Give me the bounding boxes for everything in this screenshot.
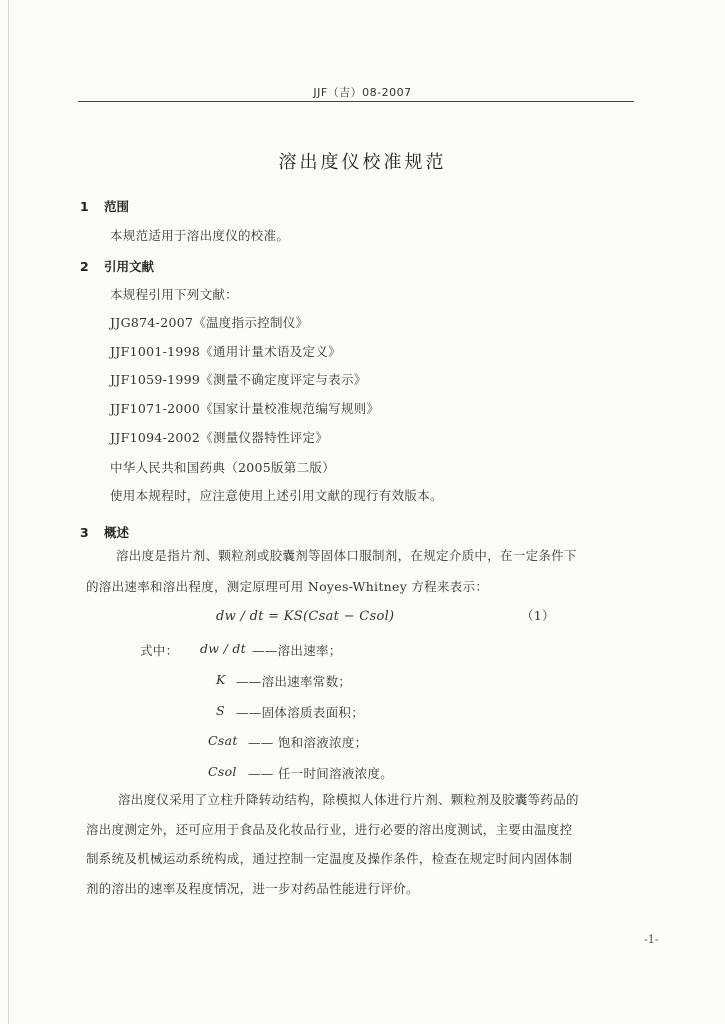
section-3-title: 概述 bbox=[104, 525, 130, 540]
page-header: JJF（吉）08-2007 bbox=[313, 86, 412, 99]
section-1-heading bbox=[80, 197, 129, 215]
section-3-number: 3 bbox=[80, 525, 89, 540]
section-2-title: 引用文献 bbox=[104, 259, 155, 274]
reference-item: JJF1001-1998《通用计量术语及定义》 bbox=[110, 344, 341, 359]
header-rule bbox=[78, 101, 634, 102]
reference-item: JJF1094-2002《测量仪器特性评定》 bbox=[110, 430, 329, 445]
noyes-whitney-equation: dw / dt = KS(Csat − Csol) bbox=[216, 609, 395, 624]
var-description: ——溶出速率； bbox=[252, 643, 342, 658]
reference-item: JJF1071-2000《国家计量校准规范编写规则》 bbox=[110, 401, 380, 416]
description-paragraph-line: 制系统及机械运动系统构成，通过控制一定温度及操作条件，检查在规定时间内固体制 bbox=[86, 851, 573, 866]
where-label: 式中： bbox=[140, 643, 179, 658]
reference-item: JJF1059-1999《测量不确定度评定与表示》 bbox=[110, 372, 367, 387]
references-intro: 本规程引用下列文献： bbox=[110, 287, 239, 302]
var-symbol: S bbox=[216, 703, 225, 718]
document-title: 溶出度仪校准规范 bbox=[278, 152, 447, 173]
var-symbol: K bbox=[216, 672, 226, 687]
section-1-text: 本规范适用于溶出度仪的校准。 bbox=[110, 228, 290, 243]
var-description: ——溶出速率常数； bbox=[236, 674, 352, 689]
section-3-heading bbox=[80, 523, 129, 541]
description-paragraph-line: 溶出度仪采用了立柱升降转动结构，除模拟人体进行片剂、颗粒剂及胶囊等药品的 bbox=[118, 792, 579, 807]
reference-item: JJG874-2007《温度指示控制仪》 bbox=[110, 315, 309, 330]
overview-paragraph-line: 的溶出速率和溶出程度，测定原理可用 Noyes-Whitney 方程来表示： bbox=[86, 579, 489, 594]
equation-number: （1） bbox=[521, 608, 555, 623]
var-description: —— 任一时间溶液浓度。 bbox=[248, 766, 394, 781]
var-description: —— 饱和溶液浓度； bbox=[248, 735, 368, 750]
var-symbol: Csat bbox=[208, 733, 238, 748]
overview-paragraph-line: 溶出度是指片剂、颗粒剂或胶囊剂等固体口服制剂，在规定介质中，在一定条件下 bbox=[116, 548, 577, 563]
section-1-title: 范围 bbox=[104, 199, 130, 214]
description-paragraph-line: 溶出度测定外，还可应用于食品及化妆品行业，进行必要的溶出度测试，主要由温度控 bbox=[86, 822, 573, 837]
reference-item: 中华人民共和国药典（2005版第二版） bbox=[110, 460, 336, 475]
var-description: ——固体溶质表面积； bbox=[236, 705, 365, 720]
section-1-number: 1 bbox=[80, 199, 89, 214]
var-symbol: Csol bbox=[208, 764, 237, 779]
description-paragraph-line: 剂的溶出的速率及程度情况，进一步对药品性能进行评价。 bbox=[86, 881, 419, 896]
section-2-heading bbox=[80, 257, 154, 275]
references-note: 使用本规程时，应注意使用上述引用文献的现行有效版本。 bbox=[110, 488, 443, 503]
section-2-number: 2 bbox=[80, 259, 89, 274]
page-number: -1- bbox=[644, 933, 659, 946]
var-symbol: dw / dt bbox=[200, 641, 246, 656]
